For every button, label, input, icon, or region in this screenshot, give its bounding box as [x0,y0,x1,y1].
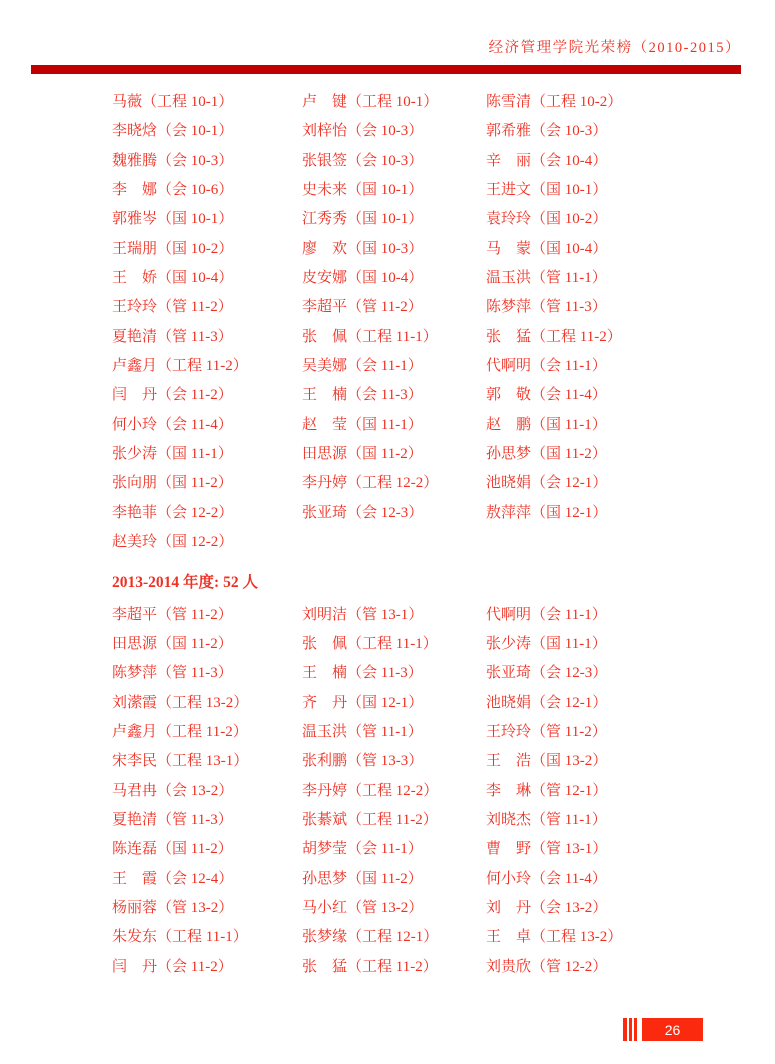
roster-row [112,528,765,557]
roster-row [112,235,765,264]
roster-entry: 李超平（管 11-2） [112,606,233,623]
roster-row [112,88,765,117]
roster-entry: 袁玲玲（国 10-2） [486,211,608,228]
roster-row [112,381,765,410]
roster-entry: 宋李民（工程 13-1） [112,753,249,770]
roster-entry: 张綦斌（工程 11-2） [302,811,438,828]
roster-entry: 王玲玲（管 11-2） [486,723,607,740]
header-rule [31,65,741,74]
roster-row [112,601,765,630]
roster-row [112,293,765,322]
roster-row [112,176,765,205]
roster-entry: 张 猛（工程 11-2） [486,328,622,345]
roster-entry: 李超平（管 11-2） [302,299,423,316]
roster-entry: 王 卓（工程 13-2） [486,929,623,946]
roster-entry: 马薇（工程 10-1） [112,94,234,110]
roster-entry: 王进文（国 10-1） [486,182,608,199]
roster-entry: 陈梦萍（管 11-3） [486,299,607,316]
roster-entry: 史未来（国 10-1） [302,182,424,199]
roster-entry: 郭 敬（会 11-4） [486,387,607,404]
roster-row [112,147,765,176]
roster-entry: 王 霞（会 12-4） [112,870,234,887]
roster-entry: 刘梓怡（会 10-3） [302,123,424,140]
roster-entry: 卢 键（工程 10-1） [302,94,439,110]
roster-entry: 王 楠（会 11-3） [302,665,423,682]
roster-entry: 代啊明（会 11-1） [486,358,607,375]
roster-row [112,894,765,923]
roster-entry: 江秀秀（国 10-1） [302,211,424,228]
roster-row [112,630,765,659]
badge-stripes-icon [623,1018,639,1041]
roster-entry: 郭雅岑（国 10-1） [112,211,234,228]
roster-entry: 魏雅腾（会 10-3） [112,152,234,169]
roster-entry: 郭希雅（会 10-3） [486,123,608,140]
roster [112,88,765,982]
roster-entry: 陈梦萍（管 11-3） [112,665,233,682]
roster-entry: 闫 丹（会 11-2） [112,387,233,404]
roster-entry: 温玉洪（管 11-1） [302,723,423,740]
roster-entry: 池晓娟（会 12-1） [486,475,608,492]
roster-row [112,323,765,352]
roster-entry: 马 蒙（国 10-4） [486,240,608,257]
roster-entry: 夏艳清（管 11-3） [112,328,233,345]
roster-entry: 张少涛（国 11-1） [486,635,607,652]
roster-entry: 卢鑫月（工程 11-2） [112,358,248,375]
roster-entry: 杨丽蓉（管 13-2） [112,899,234,916]
roster-row [112,747,765,776]
roster-entry: 温玉洪（管 11-1） [486,270,607,287]
roster-entry: 辛 丽（会 10-4） [486,152,608,169]
roster-entry: 吴美娜（会 11-1） [302,358,423,375]
roster-entry: 曹 野（管 13-1） [486,841,608,858]
roster-entry [302,528,486,557]
roster-entry: 池晓娟（会 12-1） [486,694,608,711]
roster-entry: 李 琳（管 12-1） [486,782,608,799]
section-heading: 2013-2014 年度: 52 人 [112,573,258,591]
roster-row [112,718,765,747]
roster-entry: 张梦缘（工程 12-1） [302,929,439,946]
roster-entry: 王 娇（国 10-4） [112,270,234,287]
roster-entry: 何小玲（会 11-4） [112,416,233,433]
roster-entry: 孙思梦（国 11-2） [486,446,607,463]
roster-row [112,923,765,952]
roster-entry: 赵美玲（国 12-2） [112,534,234,551]
roster-row [112,806,765,835]
page-number: 26 [642,1018,703,1041]
roster-row [112,440,765,469]
roster-entry: 张亚琦（会 12-3） [302,504,424,521]
roster-entry: 齐 丹（国 12-1） [302,694,424,711]
roster-row [112,499,765,528]
roster-entry: 王瑞朋（国 10-2） [112,240,234,257]
roster-entry: 皮安娜（国 10-4） [302,270,424,287]
roster-entry: 陈雪清（工程 10-2） [486,94,623,110]
roster-entry: 赵 鹏（国 11-1） [486,416,607,433]
roster-entry: 敖萍萍（国 12-1） [486,504,608,521]
roster-entry: 王玲玲（管 11-2） [112,299,233,316]
roster-entry: 张 佩（工程 11-1） [302,635,438,652]
roster-row [112,835,765,864]
roster-entry: 李艳菲（会 12-2） [112,504,234,521]
roster-entry: 刘晓杰（管 11-1） [486,811,607,828]
roster-entry: 李 娜（会 10-6） [112,182,234,199]
roster-row [112,689,765,718]
roster-row [112,777,765,806]
roster-entry: 马君冉（会 13-2） [112,782,234,799]
roster-entry: 张银签（会 10-3） [302,152,424,169]
page-title: 经济管理学院光荣榜（2010-2015） [488,40,741,56]
roster-row [112,117,765,146]
roster-entry [486,528,765,557]
roster-row [112,205,765,234]
roster-entry: 胡梦莹（会 11-1） [302,841,423,858]
roster-row [112,469,765,498]
page-number-badge [623,1018,703,1041]
roster-row [112,264,765,293]
roster-entry: 刘贵欣（管 12-2） [486,958,608,975]
roster-entry: 张少涛（国 11-1） [112,446,233,463]
roster-row [112,953,765,982]
roster-entry: 代啊明（会 11-1） [486,606,607,623]
roster-entry: 王 楠（会 11-3） [302,387,423,404]
roster-row [112,659,765,688]
roster-entry: 陈连磊（国 11-2） [112,841,233,858]
roster-entry: 马小红（管 13-2） [302,899,424,916]
roster-entry: 刘 丹（会 13-2） [486,899,608,916]
roster-entry: 刘潆霞（工程 13-2） [112,694,249,711]
roster-entry: 孙思梦（国 11-2） [302,870,423,887]
roster-entry: 张利鹏（管 13-3） [302,753,424,770]
roster-entry: 廖 欢（国 10-3） [302,240,424,257]
roster-row [112,411,765,440]
roster-entry: 朱发东（工程 11-1） [112,929,248,946]
roster-entry: 夏艳清（管 11-3） [112,811,233,828]
roster-entry: 卢鑫月（工程 11-2） [112,723,248,740]
roster-entry: 刘明洁（管 13-1） [302,606,424,623]
roster-entry: 李丹婷（工程 12-2） [302,475,439,492]
roster-row [112,352,765,381]
roster-entry: 王 浩（国 13-2） [486,753,608,770]
roster-entry: 张亚琦（会 12-3） [486,665,608,682]
roster-row [112,865,765,894]
roster-entry: 李晓焓（会 10-1） [112,123,234,140]
roster-entry: 张向朋（国 11-2） [112,475,233,492]
roster-entry: 赵 莹（国 11-1） [302,416,423,433]
roster-entry: 张 猛（工程 11-2） [302,958,438,975]
roster-entry: 张 佩（工程 11-1） [302,328,438,345]
roster-entry: 何小玲（会 11-4） [486,870,607,887]
roster-entry: 闫 丹（会 11-2） [112,958,233,975]
roster-entry: 田思源（国 11-2） [112,635,233,652]
roster-entry: 田思源（国 11-2） [302,446,423,463]
roster-entry: 李丹婷（工程 12-2） [302,782,439,799]
